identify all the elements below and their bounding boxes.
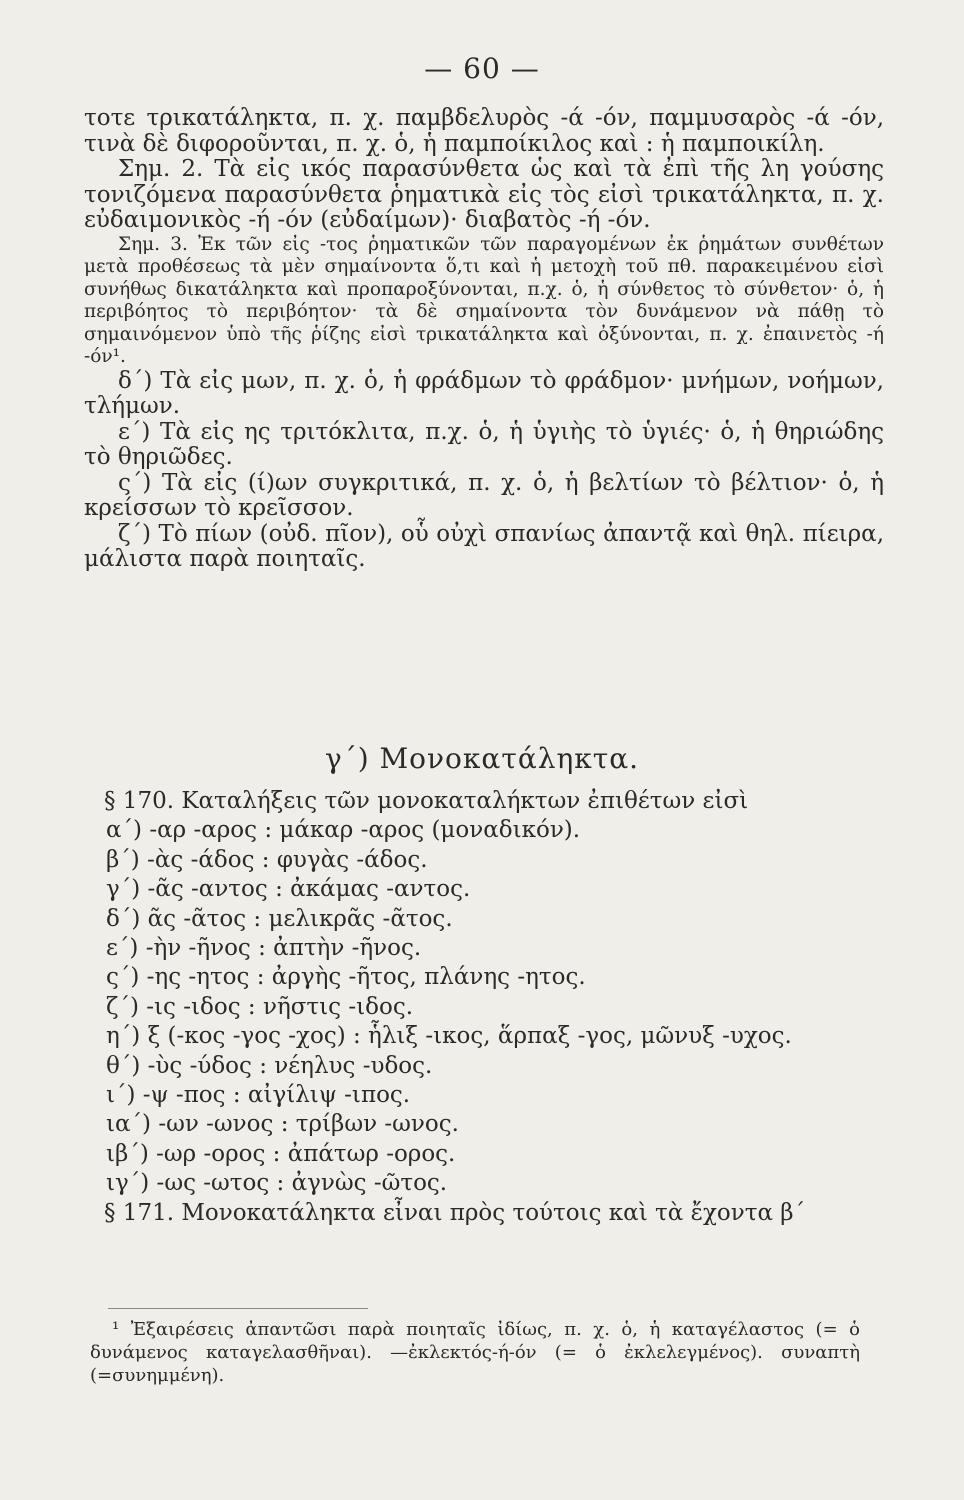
list-item: ιγ΄) -ως -ωτος : ἀγνὼς -ῶτος. (106, 1170, 448, 1197)
item-epsilon: ε΄) Τὰ εἰς ης τριτόκλιτα, π.χ. ὁ, ἡ ὑγιὴς τὸ ὑγιές· ὁ, ἡ θηριώδης τὸ θηριῶδες. (84, 418, 884, 470)
note-2: Σημ. 2. Τὰ εἰς ικός παρασύνθετα ὡς καὶ τὰ ἐπὶ τῆς λη γούσης τονιζόμενα παρασύνθετα ῥηματικὰ εἰς τὸς εἰσὶ τρικατάληκτα, π. χ. εὐδαιμονικὸς -ή -όν (εὐδαίμων)· διαβατὸς -ή -όν. (84, 156, 884, 233)
ending-list (104, 787, 884, 1228)
item-stigma: ς΄) Τὰ εἰς (ί)ων συγκριτικά, π. χ. ὁ, ἡ βελτίων τὸ βέλτιον· ὁ, ἡ κρείσσων τὸ κρεῖσσον. (84, 469, 884, 521)
footnote (90, 1318, 860, 1387)
list-item: α΄) -αρ -αρος : μάκαρ -αρος (μοναδικόν). (106, 817, 581, 844)
page-number: — 60 — (424, 52, 540, 85)
list-item: ι΄) -ψ -πος : αἰγίλιψ -ιπος. (106, 1082, 411, 1109)
footnote-text: ¹ Ἐξαιρέσεις ἀπαντῶσι παρὰ ποιηταῖς ἰδίως, π. χ. ὁ, ἡ καταγέλαστος (= ὁ δυνάμενος καταγελασθῆναι). —ἐκλεκτός-ή-όν (= ὁ ἐκλελεγμένος). συναπτὴ (=συνημμένη). (90, 1319, 860, 1386)
main-text (84, 106, 884, 573)
section-title: γ΄) Μονοκατάληκτα. (324, 742, 640, 775)
list-item: ς΄) -ης -ητος : ἀργὴς -ῆτος, πλάνης -ητος. (106, 964, 586, 991)
paragraph-170: § 170. Καταλήξεις τῶν μονοκαταλήκτων ἐπιθέτων εἰσὶ (104, 788, 749, 814)
list-item: ια΄) -ων -ωνος : τρίβων -ωνος. (106, 1111, 459, 1138)
list-item: ιβ΄) -ωρ -ορος : ἀπάτωρ -ορος. (106, 1140, 456, 1167)
list-item: δ΄) ᾶς -ᾶτος : μελικρᾶς -ᾶτος. (106, 905, 453, 932)
footnote-divider (108, 1308, 368, 1309)
item-zeta: ζ΄) Τὸ πίων (οὐδ. πῖον), οὗ οὐχὶ σπανίως ἀπαντᾷ καὶ θηλ. πίειρα, μάλιστα παρὰ ποιηταῖς. (84, 520, 884, 572)
list-item: η΄) ξ (-κος -γος -χος) : ἧλιξ -ικος, ἅρπαξ -γος, μῶνυξ -υχος. (106, 1023, 792, 1050)
list-item: ε΄) -ὴν -ῆνος : ἀπτὴν -ῆνος. (106, 935, 422, 962)
paragraph-171: § 171. Μονοκατάληκτα εἶναι πρὸς τούτοις καὶ τὰ ἔχοντα β΄ (104, 1199, 806, 1226)
list-item: θ΄) -ὺς -ύδος : νέηλυς -υδος. (106, 1052, 433, 1079)
list-item: β΄) -ὰς -άδος : φυγὰς -άδος. (106, 846, 428, 873)
list-item: ζ΄) -ις -ιδος : νῆστις -ιδος. (106, 993, 414, 1020)
note-3: Σημ. 3. Ἐκ τῶν εἰς -τος ῥηματικῶν τῶν παραγομένων ἐκ ῥημάτων συνθέτων μετὰ προθέσεως τὰ μὲν σημαίνοντα ὅ,τι καὶ ἡ μετοχὴ τοῦ πθ. παρακειμένου εἰσὶ συνήθως δικατάληκτα καὶ προπαροξύνονται, π.χ. ὁ, ἡ σύνθετος τὸ σύνθετον· ὁ, ἡ περιβόητος τὸ περιβόητον· τὰ δὲ σημαίνοντα τὸν δυνάμενον νὰ πάθῃ τὸ σημαινόμενον ὑπὸ τῆς ῥίζης εἰσὶ τρικατάληκτα καὶ ὀξύνονται, π. χ. ἐπαινετὸς -ή -όν¹. (84, 233, 884, 367)
item-delta: δ΄) Τὰ εἰς μων, π. χ. ὁ, ἡ φράδμων τὸ φράδμον· μνήμων, νοήμων, τλήμων. (84, 367, 884, 419)
paragraph-continuation: τοτε τρικατάληκτα, π. χ. παμβδελυρὸς -ά -όν, παμμυσαρὸς -ά -όν, τινὰ δὲ διφοροῦνται, π. χ. ὁ, ἡ παμποίκιλος καὶ : ἡ παμποικίλη. (84, 105, 884, 157)
list-item: γ΄) -ᾶς -αντος : ἀκάμας -αντος. (106, 876, 471, 903)
